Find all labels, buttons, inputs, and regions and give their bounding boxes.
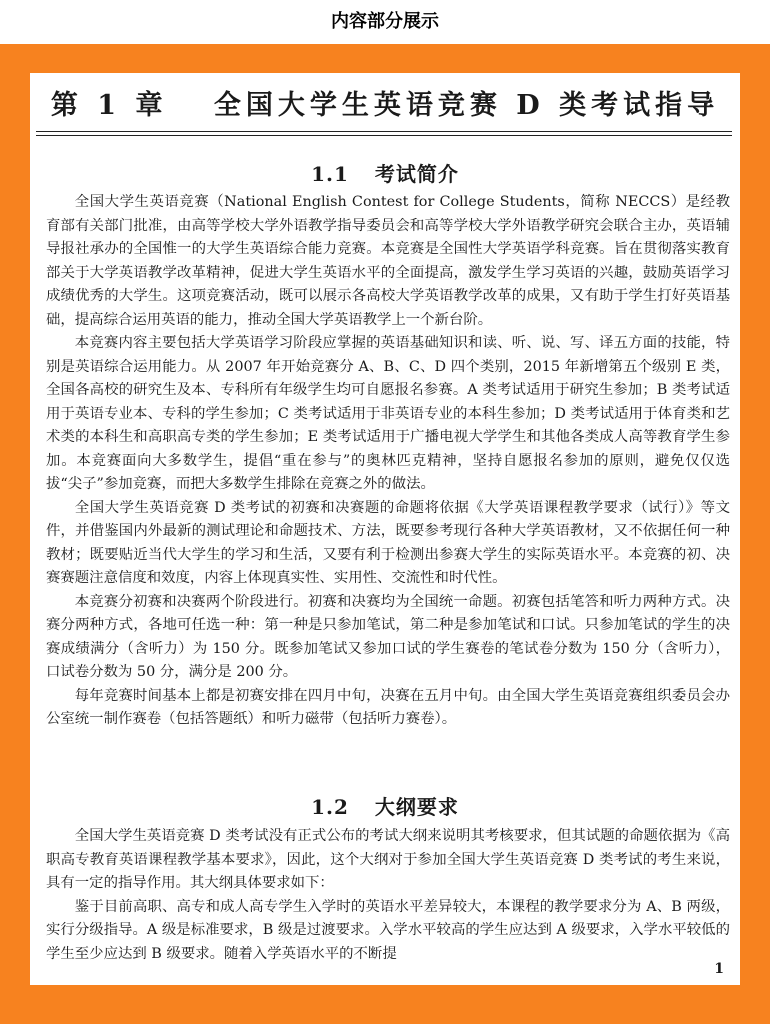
paragraph: 全国大学生英语竞赛（National English Contest for College Students，简称 NECCS）是经教育部有关部门批准，由高等学校大学外语教学指导委员会和高等学校大学外语教学研究会联合主办，英语辅导报社承办的全国惟一的大学生英语综合能力竞赛。本竞赛是全国性大学英语学科竞赛。旨在贯彻落实教育部关于大学英语教学改革精神，促进大学生英语水平的全面提高，激发学生学习英语的兴趣，鼓励英语学习成绩优秀的大学生。这项竞赛活动，既可以展示各高校大学英语教学改革的成果，又有助于学生打好英语基础，提高综合运用英语的能力，推动全国大学英语教学上一个新台阶。 (46, 194, 730, 328)
section-heading-1-1 (30, 158, 740, 187)
preview-label: 内容部分展示 (331, 11, 439, 32)
paragraph: 鉴于目前高职、高专和成人高专学生入学时的英语水平差异较大，本课程的教学要求分为 A、B 两级，实行分级指导。A 级是标准要求，B 级是过渡要求。入学水平较高的学生应达到 A 级要求，入学水平较低的学生至少应达到 B 级要求。随着入学英语水平的不断提 (46, 898, 730, 962)
section-heading-1-2 (30, 791, 740, 820)
paragraph: 每年竞赛时间基本上都是初赛安排在四月中旬，决赛在五月中旬。由全国大学生英语竞赛组织委员会办公室统一制作赛卷（包括答题纸）和听力磁带（包括听力赛卷）。 (46, 687, 730, 727)
paragraph: 全国大学生英语竞赛 D 类考试没有正式公布的考试大纲来说明其考核要求，但其试题的命题依据为《高职高专教育英语课程教学基本要求》，因此，这个大纲对于参加全国大学生英语竞赛 D 类考试的考生来说，具有一定的指导作用。其大纲具体要求如下： (46, 828, 730, 891)
book-page (30, 73, 740, 985)
paragraph: 本竞赛分初赛和决赛两个阶段进行。初赛和决赛均为全国统一命题。初赛包括笔答和听力两种方式。决赛分两种方式，各地可任选一种：第一种是只参加笔试，第二种是参加笔试和口试。只参加笔试的学生的决赛成绩满分（含听力）为 150 分。既参加笔试又参加口试的学生赛卷的笔试卷分数为 150 分（含听力），口试卷分数为 50 分，满分是 200 分。 (46, 593, 730, 680)
paragraph: 全国大学生英语竞赛 D 类考试的初赛和决赛题的命题将依据《大学英语课程教学要求（试行）》等文件，并借鉴国内外最新的测试理论和命题技术、方法，既要参考现行各种大学英语教材，又不依据任何一种教材；既要贴近当代大学生的学习和生活，又要有利于检测出参赛大学生的实际英语水平。本竞赛的初、决赛赛题注意信度和效度，内容上体现真实性、实用性、交流性和时代性。 (46, 499, 730, 586)
section-title: 大纲要求 (374, 795, 459, 819)
section-title: 考试简介 (374, 162, 459, 186)
section-1-1-body (46, 191, 730, 732)
chapter-divider (36, 131, 732, 132)
chapter-title: 第 1 章 全国大学生英语竞赛 D 类考试指导 (50, 90, 720, 121)
paragraph: 本竞赛内容主要包括大学英语学习阶段应掌握的英语基础知识和读、听、说、写、译五方面的技能，特别是英语综合运用能力。从 2007 年开始竞赛分 A、B、C、D 四个类别，2015 年新增第五个级别 E 类，全国各高校的研究生及本、专科所有年级学生均可自愿报名参赛。A 类考试适用于研究生参加；B 类考试适用于英语专业本、专科的学生参加；C 类考试适用于非英语专业的本科生参加；D 类考试适用于体育类和艺术类的本科生和高职高专类的学生参加；E 类考试适用于广播电视大学学生和其他各类成人高等教育学生参加。本竞赛面向大多数学生，提倡“重在参与”的奥林匹克精神，坚持自愿报名参加的原则，避免仅仅选拔“尖子”参加竞赛，而把大多数学生排除在竞赛之外的做法。 (46, 335, 730, 492)
section-number: 1.1 (311, 162, 349, 186)
page-number: 1 (714, 961, 724, 977)
chapter-divider-secondary (36, 135, 732, 136)
section-1-2-body (46, 825, 730, 966)
section-number: 1.2 (311, 795, 349, 819)
